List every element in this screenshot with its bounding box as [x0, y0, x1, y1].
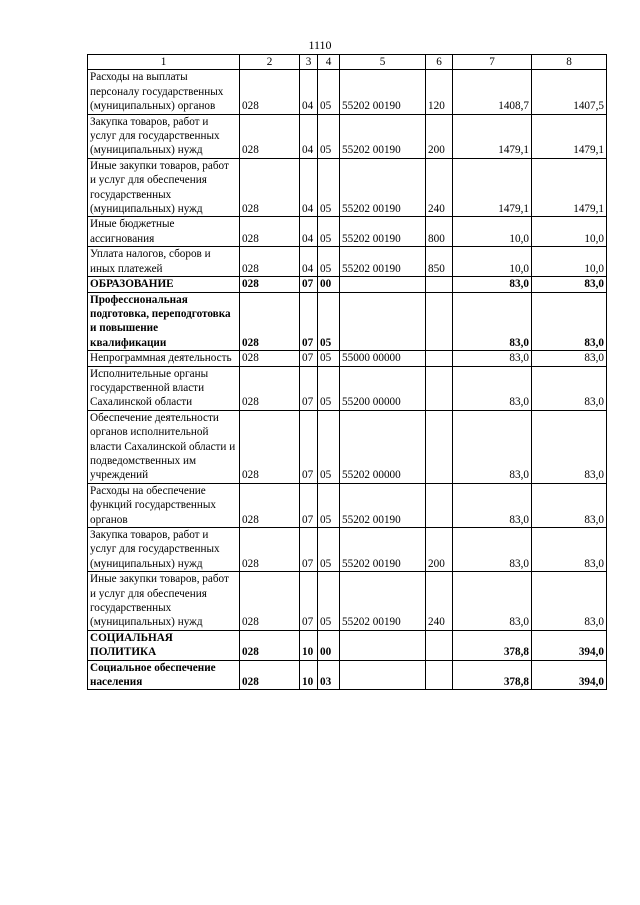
amount-2019-cell: 1479,1 — [453, 114, 532, 158]
section-code-cell: 04 — [300, 158, 318, 217]
page-number: 1110 — [308, 38, 332, 52]
table-row — [88, 247, 607, 277]
target-item-code-cell: 55202 00190 — [340, 70, 426, 114]
target-item-code-cell — [340, 660, 426, 690]
subsection-code-cell: 05 — [318, 70, 340, 114]
amount-2020-cell: 83,0 — [532, 410, 607, 483]
expense-type-code-cell — [426, 410, 453, 483]
target-item-code-cell: 55202 00190 — [340, 247, 426, 277]
ministry-code-cell: 028 — [240, 217, 300, 247]
column-header: 8 — [532, 55, 607, 70]
expense-type-code-cell: 850 — [426, 247, 453, 277]
row-name-cell: Социальное обеспечение населения — [88, 660, 240, 690]
amount-2019-cell: 378,8 — [453, 660, 532, 690]
expense-type-code-cell: 800 — [426, 217, 453, 247]
amount-2020-cell: 83,0 — [532, 528, 607, 572]
subsection-code-cell: 00 — [318, 630, 340, 660]
amount-2019-cell: 378,8 — [453, 630, 532, 660]
expense-type-code-cell: 200 — [426, 528, 453, 572]
section-code-cell: 07 — [300, 292, 318, 351]
ministry-code-cell: 028 — [240, 630, 300, 660]
amount-2020-cell: 10,0 — [532, 217, 607, 247]
expense-type-code-cell: 120 — [426, 70, 453, 114]
column-header: 4 — [318, 55, 340, 70]
row-name-cell: Расходы на выплаты персоналу государственных (муниципальных) органов — [88, 70, 240, 114]
table-row — [88, 410, 607, 483]
ministry-code-cell: 028 — [240, 158, 300, 217]
amount-2020-cell: 83,0 — [532, 277, 607, 292]
target-item-code-cell: 55202 00190 — [340, 528, 426, 572]
section-code-cell: 07 — [300, 277, 318, 292]
row-name-cell: Уплата налогов, сборов и иных платежей — [88, 247, 240, 277]
ministry-code-cell: 028 — [240, 70, 300, 114]
amount-2019-cell: 83,0 — [453, 410, 532, 483]
ministry-code-cell: 028 — [240, 351, 300, 366]
amount-2019-cell: 10,0 — [453, 217, 532, 247]
amount-2020-cell: 394,0 — [532, 630, 607, 660]
target-item-code-cell: 55202 00190 — [340, 572, 426, 631]
column-header: 7 — [453, 55, 532, 70]
subsection-code-cell: 05 — [318, 292, 340, 351]
column-header: 6 — [426, 55, 453, 70]
expense-type-code-cell — [426, 630, 453, 660]
section-code-cell: 07 — [300, 351, 318, 366]
subsection-code-cell: 05 — [318, 158, 340, 217]
table-row — [88, 292, 607, 351]
row-name-cell: Иные бюджетные ассигнования — [88, 217, 240, 247]
ministry-code-cell: 028 — [240, 660, 300, 690]
subsection-code-cell: 05 — [318, 528, 340, 572]
subsection-code-cell: 00 — [318, 277, 340, 292]
table-row — [88, 277, 607, 292]
subsection-code-cell: 05 — [318, 483, 340, 527]
section-code-cell: 07 — [300, 483, 318, 527]
target-item-code-cell: 55202 00190 — [340, 158, 426, 217]
expense-type-code-cell: 240 — [426, 572, 453, 631]
amount-2019-cell: 83,0 — [453, 292, 532, 351]
table-row — [88, 660, 607, 690]
table-header-row — [88, 55, 607, 70]
budget-table — [87, 54, 607, 690]
table-row — [88, 366, 607, 410]
target-item-code-cell — [340, 277, 426, 292]
amount-2020-cell: 83,0 — [532, 572, 607, 631]
table-row — [88, 630, 607, 660]
table-row — [88, 483, 607, 527]
target-item-code-cell: 55202 00190 — [340, 483, 426, 527]
ministry-code-cell: 028 — [240, 528, 300, 572]
ministry-code-cell: 028 — [240, 277, 300, 292]
ministry-code-cell: 028 — [240, 114, 300, 158]
expense-type-code-cell — [426, 366, 453, 410]
table-row — [88, 114, 607, 158]
amount-2019-cell: 83,0 — [453, 277, 532, 292]
subsection-code-cell: 05 — [318, 351, 340, 366]
amount-2020-cell: 83,0 — [532, 366, 607, 410]
table-row — [88, 158, 607, 217]
amount-2020-cell: 394,0 — [532, 660, 607, 690]
table-row — [88, 528, 607, 572]
row-name-cell: Иные закупки товаров, работ и услуг для обеспечения государственных (муниципальных) нужд — [88, 572, 240, 631]
amount-2019-cell: 10,0 — [453, 247, 532, 277]
subsection-code-cell: 05 — [318, 217, 340, 247]
amount-2020-cell: 10,0 — [532, 247, 607, 277]
section-code-cell: 04 — [300, 114, 318, 158]
table-row — [88, 351, 607, 366]
section-code-cell: 07 — [300, 572, 318, 631]
amount-2019-cell: 83,0 — [453, 351, 532, 366]
row-name-cell: Закупка товаров, работ и услуг для государственных (муниципальных) нужд — [88, 528, 240, 572]
target-item-code-cell — [340, 630, 426, 660]
section-code-cell: 07 — [300, 528, 318, 572]
amount-2019-cell: 1408,7 — [453, 70, 532, 114]
amount-2020-cell: 83,0 — [532, 292, 607, 351]
expense-type-code-cell — [426, 483, 453, 527]
subsection-code-cell: 05 — [318, 114, 340, 158]
row-name-cell: Иные закупки товаров, работ и услуг для обеспечения государственных (муниципальных) нужд — [88, 158, 240, 217]
ministry-code-cell: 028 — [240, 247, 300, 277]
expense-type-code-cell — [426, 660, 453, 690]
amount-2020-cell: 1407,5 — [532, 70, 607, 114]
subsection-code-cell: 05 — [318, 572, 340, 631]
expense-type-code-cell — [426, 292, 453, 351]
target-item-code-cell — [340, 292, 426, 351]
subsection-code-cell: 03 — [318, 660, 340, 690]
row-name-cell: Непрограммная деятельность — [88, 351, 240, 366]
row-name-cell: Обеспечение деятельности органов исполнительной власти Сахалинской области и подведомственных им учреждений — [88, 410, 240, 483]
row-name-cell: Расходы на обеспечение функций государственных органов — [88, 483, 240, 527]
row-name-cell: СОЦИАЛЬНАЯ ПОЛИТИКА — [88, 630, 240, 660]
target-item-code-cell: 55200 00000 — [340, 366, 426, 410]
section-code-cell: 10 — [300, 660, 318, 690]
ministry-code-cell: 028 — [240, 483, 300, 527]
subsection-code-cell: 05 — [318, 247, 340, 277]
amount-2019-cell: 83,0 — [453, 483, 532, 527]
target-item-code-cell: 55202 00000 — [340, 410, 426, 483]
row-name-cell: Исполнительные органы государственной власти Сахалинской области — [88, 366, 240, 410]
amount-2019-cell: 83,0 — [453, 572, 532, 631]
amount-2019-cell: 1479,1 — [453, 158, 532, 217]
section-code-cell: 04 — [300, 247, 318, 277]
amount-2020-cell: 83,0 — [532, 351, 607, 366]
subsection-code-cell: 05 — [318, 410, 340, 483]
row-name-cell: Закупка товаров, работ и услуг для государственных (муниципальных) нужд — [88, 114, 240, 158]
section-code-cell: 04 — [300, 70, 318, 114]
table-row — [88, 217, 607, 247]
amount-2019-cell: 83,0 — [453, 528, 532, 572]
ministry-code-cell: 028 — [240, 572, 300, 631]
ministry-code-cell: 028 — [240, 366, 300, 410]
target-item-code-cell: 55000 00000 — [340, 351, 426, 366]
target-item-code-cell: 55202 00190 — [340, 217, 426, 247]
section-code-cell: 07 — [300, 366, 318, 410]
target-item-code-cell: 55202 00190 — [340, 114, 426, 158]
row-name-cell: Профессиональная подготовка, переподготовка и повышение квалификации — [88, 292, 240, 351]
expense-type-code-cell — [426, 277, 453, 292]
ministry-code-cell: 028 — [240, 410, 300, 483]
column-header: 5 — [340, 55, 426, 70]
amount-2019-cell: 83,0 — [453, 366, 532, 410]
ministry-code-cell: 028 — [240, 292, 300, 351]
expense-type-code-cell: 240 — [426, 158, 453, 217]
row-name-cell: ОБРАЗОВАНИЕ — [88, 277, 240, 292]
expense-type-code-cell — [426, 351, 453, 366]
amount-2020-cell: 1479,1 — [532, 114, 607, 158]
section-code-cell: 10 — [300, 630, 318, 660]
section-code-cell: 04 — [300, 217, 318, 247]
table-row — [88, 572, 607, 631]
subsection-code-cell: 05 — [318, 366, 340, 410]
amount-2020-cell: 83,0 — [532, 483, 607, 527]
column-header: 3 — [300, 55, 318, 70]
column-header: 2 — [240, 55, 300, 70]
expense-type-code-cell: 200 — [426, 114, 453, 158]
amount-2020-cell: 1479,1 — [532, 158, 607, 217]
column-header: 1 — [88, 55, 240, 70]
section-code-cell: 07 — [300, 410, 318, 483]
table-row — [88, 70, 607, 114]
